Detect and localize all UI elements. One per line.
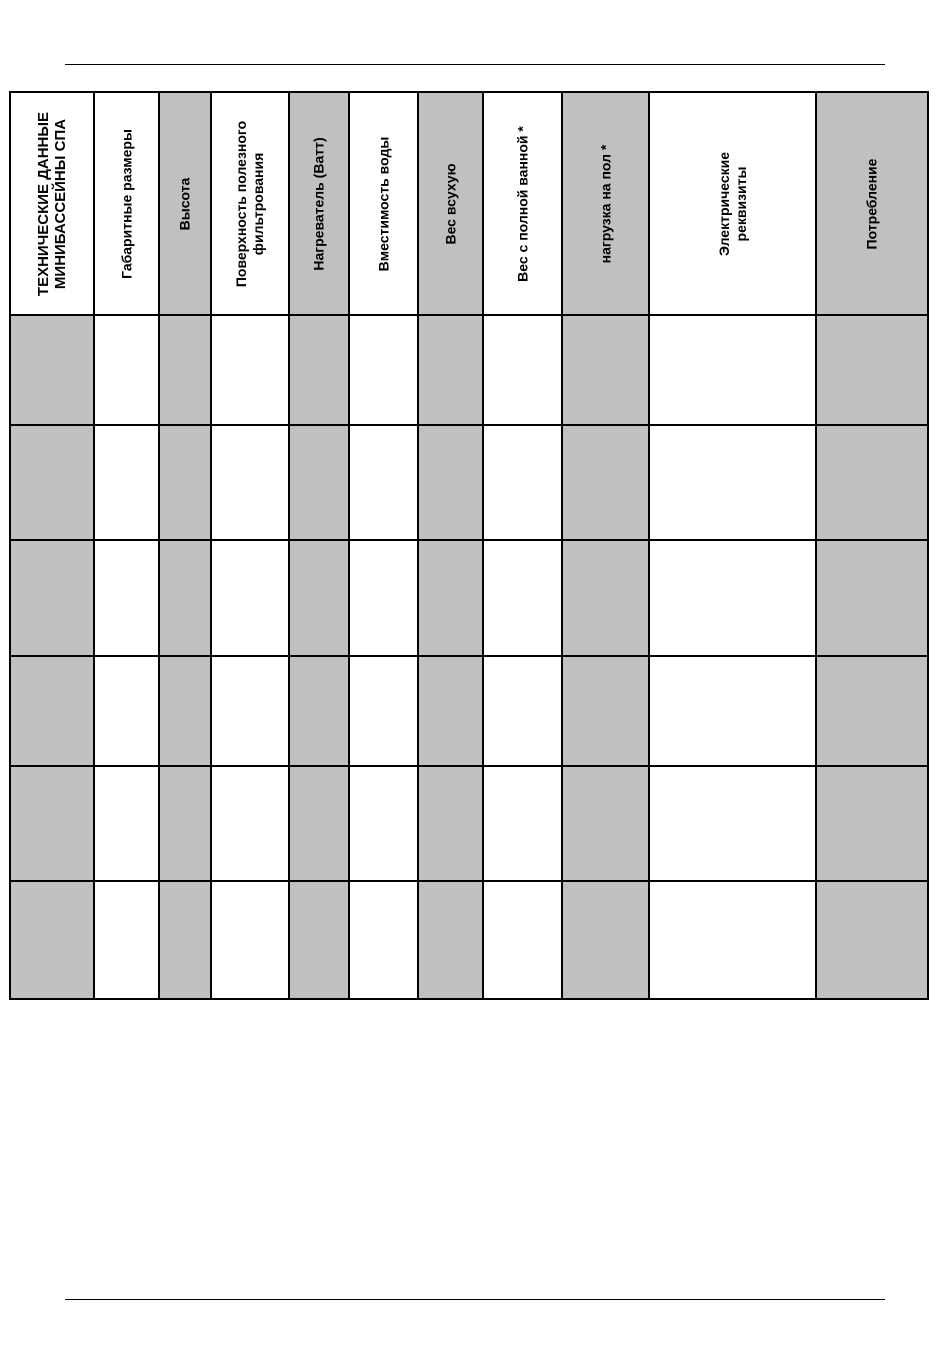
col-header-consumption [816, 92, 928, 315]
table-cell [483, 656, 562, 766]
col-header-label: нагрузка на пол * [597, 144, 613, 263]
table-cell [159, 425, 211, 539]
col-header-water-capacity [349, 92, 418, 315]
table-title-cell [10, 92, 94, 315]
table-cell [94, 540, 159, 656]
table-cell [211, 656, 289, 766]
table-cell [816, 315, 928, 425]
table-cell [562, 656, 649, 766]
table-cell [349, 425, 418, 539]
col-header-label: Высота [176, 177, 193, 230]
col-header-electrical [649, 92, 816, 315]
col-header-label: Вместимость воды [375, 136, 391, 271]
col-header-label: Габаритные размеры [118, 128, 134, 279]
table-row [10, 656, 928, 766]
table-row [10, 315, 928, 425]
table-cell [349, 881, 418, 999]
table-cell [649, 540, 816, 656]
header-rule [65, 64, 885, 65]
footer-rule [65, 1299, 885, 1300]
table-cell [94, 766, 159, 880]
table-cell [816, 425, 928, 539]
table-cell [159, 540, 211, 656]
table-cell [418, 540, 483, 656]
col-header-label: Вес всухую [442, 162, 458, 245]
table-cell [816, 656, 928, 766]
table-cell [816, 881, 928, 999]
table-cell [289, 315, 349, 425]
table-cell [483, 881, 562, 999]
table-cell [562, 766, 649, 880]
table-cell [562, 881, 649, 999]
table-cell [10, 881, 94, 999]
table-cell [649, 881, 816, 999]
table-cell [211, 766, 289, 880]
table-cell [418, 656, 483, 766]
table-cell [816, 540, 928, 656]
table-cell [483, 425, 562, 539]
table-cell [10, 315, 94, 425]
table-cell [562, 315, 649, 425]
table-cell [289, 425, 349, 539]
table-cell [94, 425, 159, 539]
table-cell [562, 425, 649, 539]
table-cell [159, 656, 211, 766]
col-header-filter-surface [211, 92, 289, 315]
table-cell [349, 656, 418, 766]
table-cell [289, 540, 349, 656]
table-title: ТЕХНИЧЕСКИЕ ДАННЫЕ МИНИБАССЕЙНЫ СПА [35, 111, 69, 296]
table-cell [94, 881, 159, 999]
table-row [10, 425, 928, 539]
table-cell [562, 540, 649, 656]
col-header-label: Поверхность полезного фильтрования [233, 120, 266, 287]
table-row [10, 540, 928, 656]
table-cell [418, 315, 483, 425]
table-cell [418, 766, 483, 880]
table-cell [211, 540, 289, 656]
col-header-label: Вес с полной ванной * [514, 125, 530, 282]
col-header-label: Потребление [863, 158, 880, 249]
table-cell [94, 315, 159, 425]
col-header-dry-weight [418, 92, 483, 315]
col-header-full-weight [483, 92, 562, 315]
table-cell [349, 315, 418, 425]
col-header-height [159, 92, 211, 315]
table-row [10, 766, 928, 880]
col-header-label: Нагреватель (Ватт) [310, 136, 327, 271]
table-row [10, 881, 928, 999]
table-cell [10, 540, 94, 656]
table-cell [418, 881, 483, 999]
table-cell [349, 766, 418, 880]
table-cell [10, 425, 94, 539]
table-cell [649, 315, 816, 425]
table-cell [211, 881, 289, 999]
table-cell [159, 766, 211, 880]
table-cell [289, 766, 349, 880]
col-header-label: Электрические реквизиты [715, 151, 749, 256]
col-header-dimensions [94, 92, 159, 315]
table-cell [159, 315, 211, 425]
table-cell [289, 656, 349, 766]
table-cell [94, 656, 159, 766]
table-cell [483, 540, 562, 656]
table-cell [211, 425, 289, 539]
table-cell [816, 766, 928, 880]
header-row [10, 92, 928, 315]
table-cell [483, 315, 562, 425]
table-cell [10, 656, 94, 766]
table-cell [418, 425, 483, 539]
col-header-floor-load [562, 92, 649, 315]
table-cell [649, 425, 816, 539]
table-cell [349, 540, 418, 656]
table-cell [289, 881, 349, 999]
spec-table [9, 91, 929, 1000]
table-cell [10, 766, 94, 880]
col-header-heater [289, 92, 349, 315]
table-cell [211, 315, 289, 425]
table-cell [483, 766, 562, 880]
table-cell [649, 766, 816, 880]
table-cell [159, 881, 211, 999]
table-cell [649, 656, 816, 766]
